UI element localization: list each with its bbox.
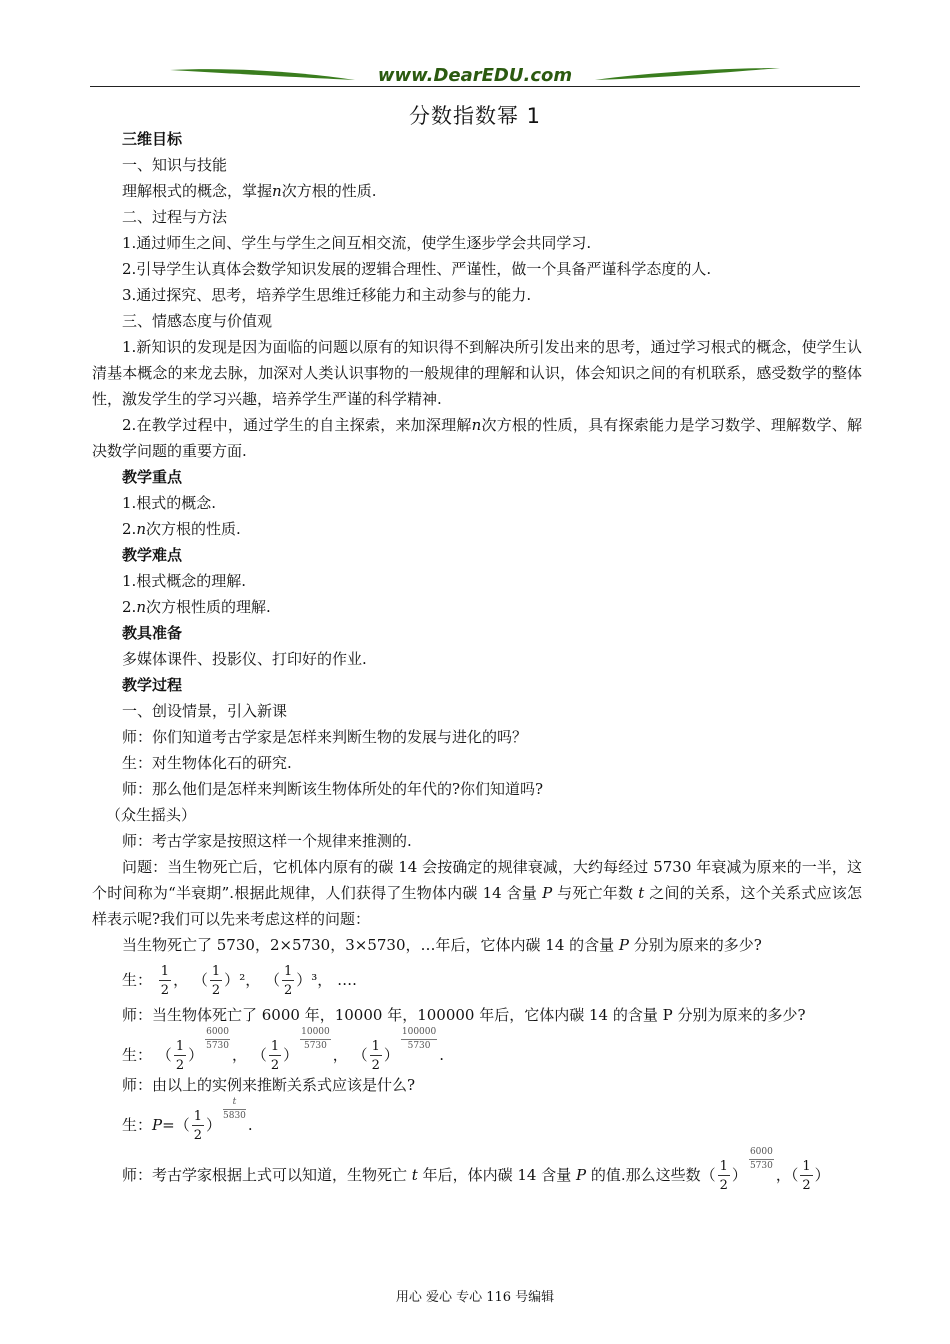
logo-text: www.DearEDU.com bbox=[377, 65, 573, 86]
exponent-fraction: $\frac{100000}{5730}$ bbox=[401, 1027, 437, 1051]
teacher-line-1: 师：你们知道考古学家是怎样来判断生物的发展与进化的吗？ bbox=[122, 728, 528, 746]
fraction-half: $\frac{1}{2}$ bbox=[371, 1039, 380, 1073]
closing-line: 师：考古学家根据上式可以知道，生物死亡 t 年后，体内碳 14 含量 P 的值.那么这些数（ $\frac{1}{2}$ ） $\frac{6000}{5730}$ ，（ $\frac{1}{2}$ ） bbox=[122, 1147, 830, 1193]
process-heading: 教学过程 bbox=[122, 676, 183, 694]
attitude-heading: 三、情感态度与价值观 bbox=[122, 312, 273, 330]
answer-2: 生： （ $\frac{1}{2}$ ） $\frac{6000}{5730}$ ， （ $\frac{1}{2}$ ） $\frac{10000}{5730}$ ， （ $\frac{1}{2}$ ） $\frac{100000}{5730}$ . bbox=[122, 1027, 445, 1073]
difficulty-1: 1.根式概念的理解. bbox=[122, 572, 247, 590]
method-item-2: 2.引导学生认真体会数学知识发展的逻辑合理性、严谨性，做一个具备严谨科学态度的人. bbox=[122, 260, 712, 278]
problem-paragraph: 问题：当生物死亡后，它机体内原有的碳 14 会按确定的规律衰减，大约每经过 5730 年衰减为原来的一半，这个时间称为“半衰期”.根据此规律，人们获得了生物体内碳 14 含量 P 与死亡年数 t 之间的关系，这个关系式应该怎样表示呢?我们可以先来考虑这样的问题： bbox=[92, 858, 862, 928]
page-footer: 用心 爱心 专心 116 号编辑 bbox=[395, 1290, 555, 1305]
teacher-line-3: 师：考古学家是按照这样一个规律来推测的. bbox=[122, 832, 412, 850]
attitude-paragraph-2: 2.在教学过程中，通过学生的自主探索，来加深理解n次方根的性质，具有探索能力是学习数学、理解数学、解决数学问题的重要方面. bbox=[92, 416, 862, 460]
fraction-half: $\frac{1}{2}$ bbox=[193, 1109, 202, 1143]
header-rule bbox=[90, 86, 860, 87]
fraction-half: $\frac{1}{2}$ bbox=[211, 964, 221, 998]
class-note: （众生摇头） bbox=[106, 806, 197, 824]
fraction-half: $\frac{1}{2}$ bbox=[284, 964, 293, 998]
fraction-half: $\frac{1}{2}$ bbox=[270, 1039, 280, 1073]
fraction-half: $\frac{1}{2}$ bbox=[802, 1159, 811, 1193]
exponent-fraction: $\frac{6000}{5730}$ bbox=[749, 1147, 773, 1171]
materials-text: 多媒体课件、投影仪、打印好的作业. bbox=[122, 650, 367, 668]
knowledge-heading: 一、知识与技能 bbox=[122, 156, 228, 174]
page-title: 分数指数幂 1 bbox=[408, 104, 542, 128]
objectives-heading: 三维目标 bbox=[122, 130, 183, 148]
scene-heading: 一、创设情景，引入新课 bbox=[122, 702, 288, 720]
document-body bbox=[92, 126, 862, 1192]
fraction-half: $\frac{1}{2}$ bbox=[160, 964, 170, 998]
student-line-1: 生：对生物体化石的研究. bbox=[122, 754, 292, 772]
key-points-heading: 教学重点 bbox=[122, 468, 183, 486]
question-1: 当生物死亡了 5730，2×5730，3×5730，…年后，它体内碳 14 的含量 P 分别为原来的多少? bbox=[122, 936, 762, 954]
fraction-half: $\frac{1}{2}$ bbox=[719, 1159, 728, 1193]
process-method-heading: 二、过程与方法 bbox=[122, 208, 228, 226]
exponent-fraction: $\frac{6000}{5730}$ bbox=[206, 1027, 230, 1051]
method-item-3: 3.通过探究、思考，培养学生思维迁移能力和主动参与的能力. bbox=[122, 286, 532, 304]
exponent-fraction: $\frac{10000}{5730}$ bbox=[301, 1027, 330, 1051]
answer-1: 生： $\frac{1}{2}$ ， （ $\frac{1}{2}$ ）²， （ $\frac{1}{2}$ ）³， …. bbox=[122, 964, 357, 998]
answer-3: 生：P=（ $\frac{1}{2}$ ） $\frac{t}{5830}$ . bbox=[122, 1097, 253, 1143]
question-2: 师：当生物体死亡了 6000 年，10000 年，100000 年后，它体内碳 14 的含量 P 分别为原来的多少? bbox=[122, 1006, 806, 1024]
difficulties-heading: 教学难点 bbox=[122, 546, 183, 564]
teacher-line-2: 师：那么他们是怎样来判断该生物体所处的年代的?你们知道吗? bbox=[122, 780, 544, 798]
fraction-half: $\frac{1}{2}$ bbox=[175, 1039, 185, 1073]
difficulty-2: 2.n次方根性质的理解. bbox=[122, 598, 271, 616]
attitude-paragraph-1: 1.新知识的发现是因为面临的问题以原有的知识得不到解决所引发出来的思考，通过学习根式的概念，使学生认清基本概念的来龙去脉，加深对人类认识事物的一般规律的理解和认识，体会知识之间的有机联系，感受数学的整体性，激发学生的学习兴趣，培养学生严谨的科学精神. bbox=[92, 338, 862, 408]
question-3: 师：由以上的实例来推断关系式应该是什么? bbox=[122, 1076, 416, 1094]
key-point-1: 1.根式的概念. bbox=[122, 494, 217, 512]
method-item-1: 1.通过师生之间、学生与学生之间互相交流，使学生逐步学会共同学习. bbox=[122, 234, 592, 252]
knowledge-text: 理解根式的概念，掌握n次方根的性质. bbox=[122, 182, 377, 200]
exponent-fraction: $\frac{t}{5830}$ bbox=[223, 1097, 246, 1121]
key-point-2: 2.n次方根的性质. bbox=[122, 520, 241, 538]
materials-heading: 教具准备 bbox=[122, 624, 183, 642]
